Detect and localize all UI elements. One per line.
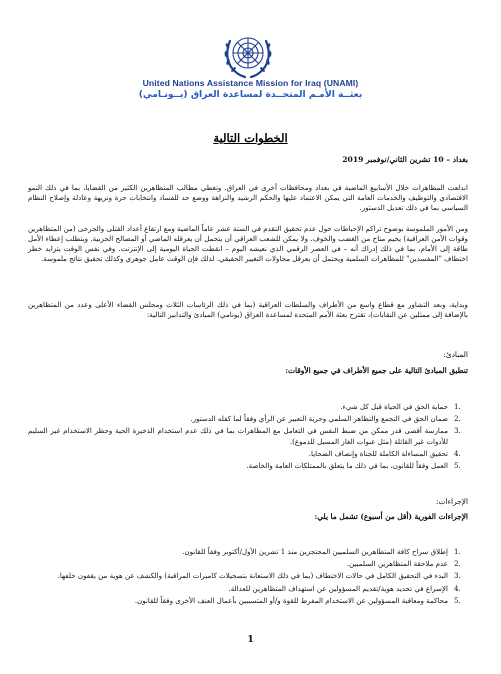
list-text: الإسراع في تحديد هوية/تقديم المسؤولين عن استهداف المتظاهرين للعدالة. [228,583,448,593]
list-number: 1. [454,547,461,556]
principles-heading: المبادئ: [443,350,468,359]
paragraph-frustrations: ومن الأمور الملموسة بوضوح تراكم الإحباطات حول عدم تحقيق التقدم في الستة عشر عاماً الماضية ومع ارتفاع أعداد القتلى والجرحى (من المتظاهرين وقوات الأمن العراقية) يخيم مناخ من الغضب والخوف. ولا يمكن للشعب العراقي أن يتحمل أن يعرقله الماضي أو المصالح الحزبية. ويتطلب إعطاء الأمل طاقة إلى الأمام، بما في ذلك إدراك أنه – في العصر الرقمي الذي نعيشه اليوم – انقطت الحياة اليومية إلى الإنترنت. وفي نفس الوقت يتزايد خطر اختطاف "المفسدين" للمظاهرات السلمية ويحتمل أن يعرقل محاولات التغيير الحقيقي. لذلك فإن الوقت عامل جوهري وكذلك تحقيق نتائج ملموسة. [28,224,468,263]
dateline: بغداد – 10 تشرين الثاني/نوفمبر 2019 [342,155,468,164]
list-number: 3. [454,426,461,436]
list-text: حماية الحق في الحياة قبل كل شيء. [340,402,448,411]
list-text: عدم ملاحقة المتظاهرين السلميين. [346,559,448,569]
document-title: الخطوات التالية [213,131,288,145]
list-number: 3. [454,571,461,581]
list-item [28,426,468,447]
list-item [28,559,468,570]
list-number: 5. [454,595,461,605]
list-item [28,402,468,413]
org-name-english: United Nations Assistance Mission for Iraq (UNAMI) [142,78,359,88]
list-number: 2. [454,414,461,424]
un-emblem-icon [221,29,275,83]
list-number: 2. [454,559,461,569]
list-item [28,547,468,558]
measures-heading: الإجراءات: [436,497,468,506]
principles-subheading: تنطبق المبادئ التالية على جميع الأطراف في جميع الأوقات: [285,366,468,375]
list-text: تحقيق المساءلة الكاملة للجناة وإنصاف الضحايا. [308,449,448,459]
list-item [28,584,468,595]
list-text: البدء في التحقيق الكامل في حالات الاختطاف (بما في ذلك الاستعانة بتسجيلات كاميرات المراقبة) والكشف عن هوية من يقفون خلفها. [57,571,448,581]
measures-list [28,547,468,608]
list-item [28,414,468,425]
principles-list [28,402,468,474]
list-number: 4. [454,449,461,459]
list-item [28,461,468,472]
list-text: ممارسة أقصى قدر ممكن من ضبط النفس في التعامل مع المظاهرات بما في ذلك عدم استخدام الذخيرة الحية وحظر الاستخدام غير السليم للأدوات غير القاتلة (مثل عبوات الغاز المسيل للدموع). [28,426,448,446]
page-number: 1 [247,634,254,645]
list-text: إطلاق سراح كافة المتظاهرين السلميين المحتجزين منذ 1 تشرين الأول/أكتوبر وفقاً للقانون. [182,547,448,556]
org-name-arabic: بعثــة الأمـم المتحــدة لمساعدة العراق (يــونـامي) [138,89,363,100]
list-item [28,596,468,607]
list-item [28,449,468,460]
list-number: 5. [454,461,461,471]
list-number: 1. [454,402,461,411]
list-item [28,571,468,582]
paragraph-proposal: وبداية، وبعد التشاور مع قطاع واسع من الأطراف والسلطات العراقية (بما في ذلك الرئاسات الثلاث ومجلس القضاء الأعلى وعدد من المتظاهرين بالإضافة إلى ممثلين عن النقابات)، تقترح بعثة الأمم المتحدة لمساعدة العراق (يونامي) المبادئ والتدابير التالية: [28,300,468,319]
measures-subheading: الإجراءات الفورية (أقل من أسبوع) تشمل ما يلي: [314,512,468,521]
list-text: محاكمة ومعاقبة المسؤولين عن الاستخدام المفرط للقوة و/أو المتسببين بأعمال العنف الأخرى وفقاً للقانون. [134,595,448,605]
list-text: ضمان الحق في التجمع والتظاهر السلمي وحرية التعبير عن الرأي وفقاً لما كفله الدستور. [190,414,448,424]
list-text: العمل وفقاً للقانون، بما في ذلك ما يتعلق بالممتلكات العامة والخاصة. [246,461,448,471]
list-number: 4. [454,583,461,593]
paragraph-intro: اندلعت المظاهرات خلال الأسابيع الماضية في بغداد ومحافظات أخرى في العراق. وتغطي مطالب المتظاهرين الكثير من القضايا، بما في ذلك النمو الاقتصادي والتوظيف والخدمات العامة التي يمكن الاعتماد عليها والحكم الرشيد والنزاهة ووضع حد للفساد وانتخابات حرة ونزيهة وعادلة وإصلاح النظام السياسي بما في ذلك تعديل الدستور. [28,183,468,212]
